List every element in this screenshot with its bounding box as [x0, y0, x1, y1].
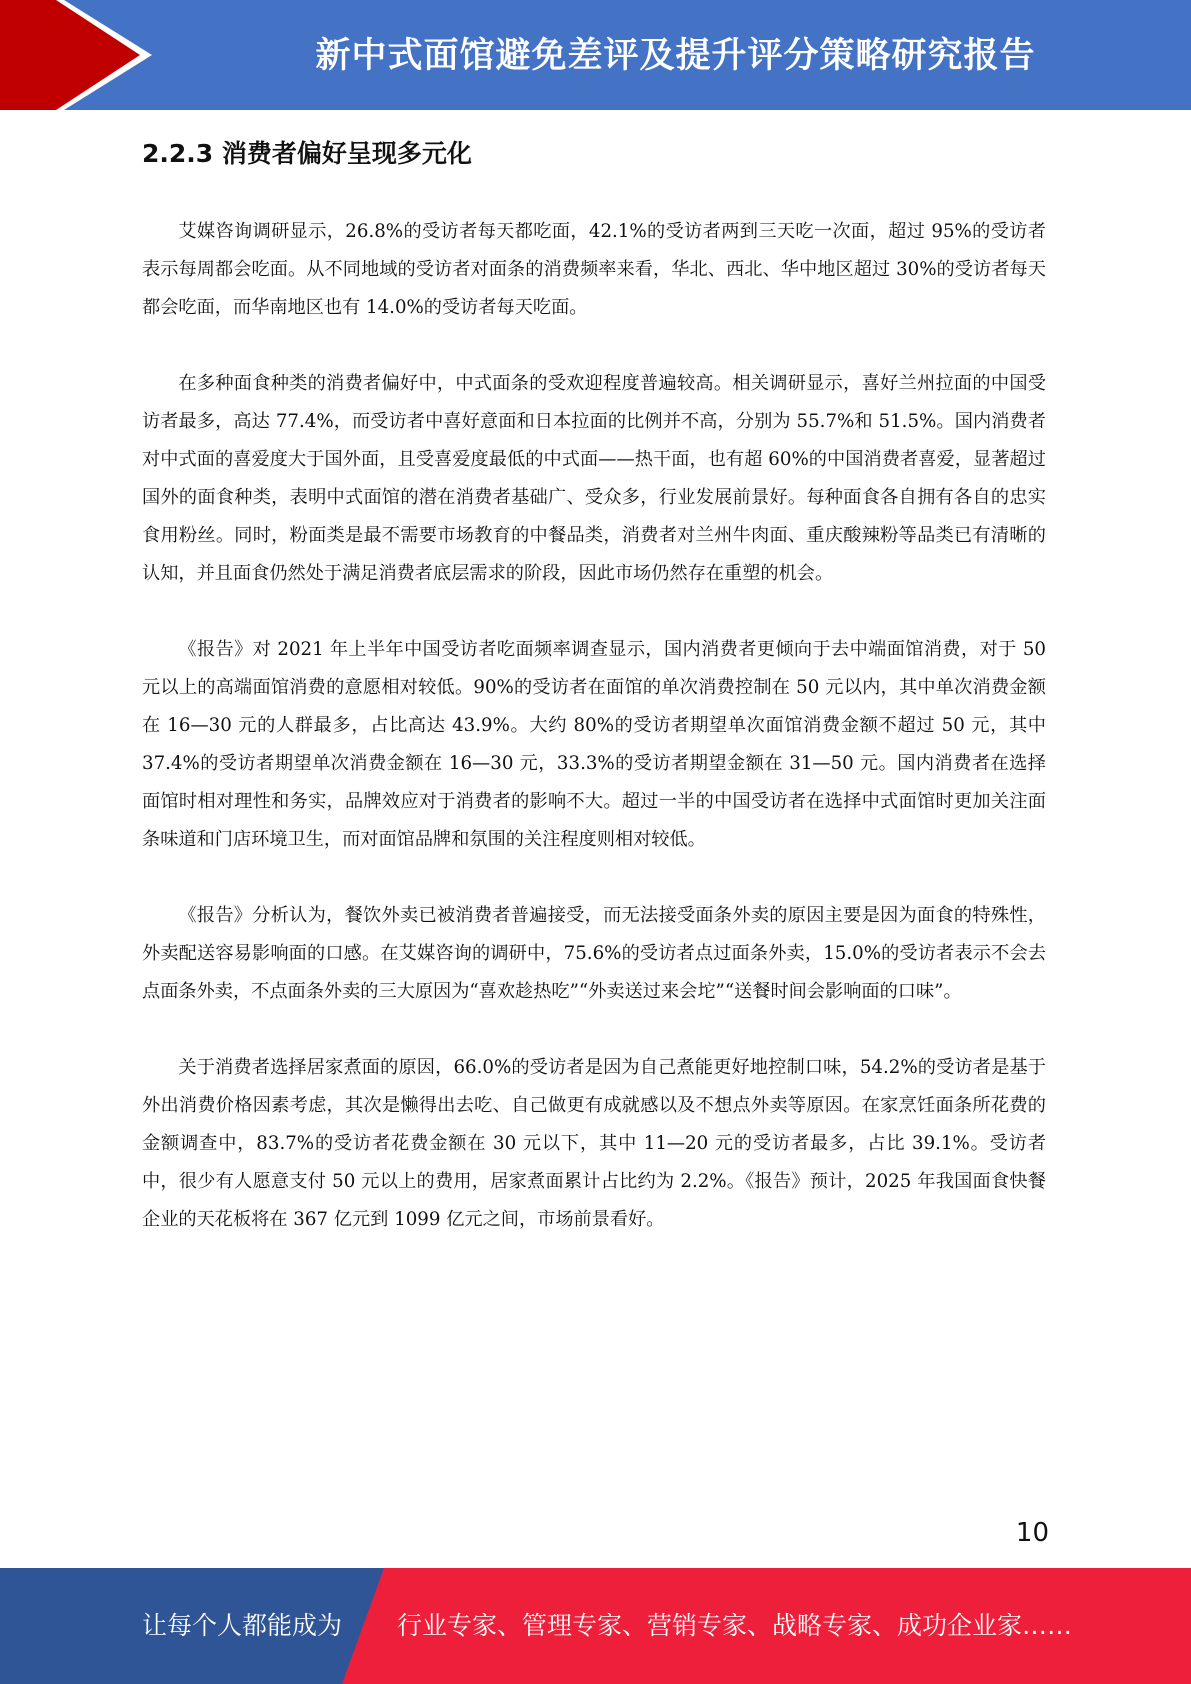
paragraph-home-cooking: 关于消费者选择居家煮面的原因，66.0%的受访者是因为自己煮能更好地控制口味，54.2%的受访者是基于外出消费价格因素考虑，其次是懒得出去吃、自己做更有成就感以及不想点外卖等原因。在家烹饪面条所花费的金额调查中，83.7%的受访者花费金额在 30 元以下，其中 11—20 元的受访者最多，占比 39.1%。受访者中，很少有人愿意支付 50 元以上的费用，居家煮面累计占比约为 2.2%。《报告》预计，2025 年我国面食快餐企业的天花板将在 367 亿元到 1099 亿元之间，市场前景看好。 [142, 1057, 1046, 1230]
header-banner [0, 0, 1191, 110]
page-content [142, 128, 1046, 1277]
paragraph-noodle-preferences: 在多种面食种类的消费者偏好中，中式面条的受欢迎程度普遍较高。相关调研显示，喜好兰州拉面的中国受访者最多，高达 77.4%，而受访者中喜好意面和日本拉面的比例并不高，分别为 55.7%和 51.5%。国内消费者对中式面的喜爱度大于国外面，且受喜爱度最低的中式面——热干面，也有超 60%的中国消费者喜爱，显著超过国外的面食种类，表明中式面馆的潜在消费者基础广、受众多，行业发展前景好。每种面食各自拥有各自的忠实食用粉丝。同时，粉面类是最不需要市场教育的中餐品类，消费者对兰州牛肉面、重庆酸辣粉等品类已有清晰的认知，并且面食仍然处于满足消费者底层需求的阶段，因此市场仍然存在重塑的机会。 [142, 373, 1046, 584]
footer-slogan-right: 行业专家、管理专家、营销专家、战略专家、成功企业家…… [397, 1611, 1073, 1640]
page-number: 10 [1015, 1518, 1049, 1548]
footer-slogan-left: 让每个人都能成为 [142, 1611, 343, 1640]
paragraph-spending: 《报告》对 2021 年上半年中国受访者吃面频率调查显示，国内消费者更倾向于去中端面馆消费，对于 50 元以上的高端面馆消费的意愿相对较低。90%的受访者在面馆的单次消费控制在 50 元以内，其中单次消费金额在 16—30 元的人群最多，占比高达 43.9%。大约 80%的受访者期望单次面馆消费金额不超过 50 元，其中 37.4%的受访者期望单次消费金额在 16—30 元，33.3%的受访者期望金额在 31—50 元。国内消费者在选择面馆时相对理性和务实，品牌效应对于消费者的影响不大。超过一半的中国受访者在选择中式面馆时更加关注面条味道和门店环境卫生，而对面馆品牌和氛围的关注程度则相对较低。 [142, 639, 1046, 850]
section-heading: 2.2.3 消费者偏好呈现多元化 [142, 139, 472, 168]
footer-banner [0, 1568, 1191, 1684]
paragraph-eating-frequency: 艾媒咨询调研显示，26.8%的受访者每天都吃面，42.1%的受访者两到三天吃一次面，超过 95%的受访者表示每周都会吃面。从不同地域的受访者对面条的消费频率来看，华北、西北、华中地区超过 30%的受访者每天都会吃面，而华南地区也有 14.0%的受访者每天吃面。 [142, 221, 1046, 318]
report-title: 新中式面馆避免差评及提升评分策略研究报告 [315, 36, 1036, 76]
paragraph-delivery: 《报告》分析认为，餐饮外卖已被消费者普遍接受，而无法接受面条外卖的原因主要是因为面食的特殊性，外卖配送容易影响面的口感。在艾媒咨询的调研中，75.6%的受访者点过面条外卖，15.0%的受访者表示不会去点面条外卖，不点面条外卖的三大原因为“喜欢趁热吃”“外卖送过来会坨”“送餐时间会影响面的口味”。 [142, 905, 1046, 1002]
